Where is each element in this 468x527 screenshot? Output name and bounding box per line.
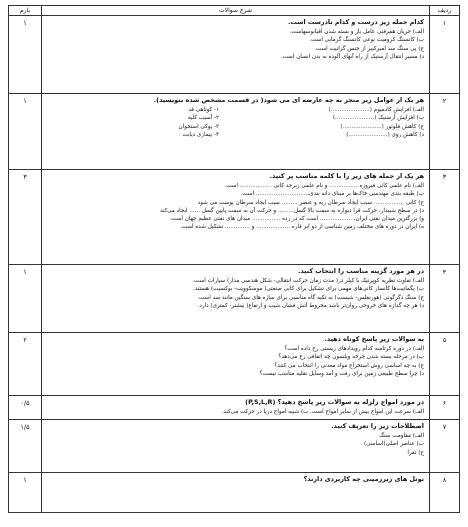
question-option: د) هر چه گدازه های خروجی روان‌تر باشد مخروط آتش فشان شیب و ارتفاع( بیشتر- کمتری) دارد. (197, 302, 424, 309)
question-title: در مورد امواج زلزله به سوالات زیر پاسخ دهید؟ (P,S,L,R) (245, 398, 424, 406)
question-score: ۱ (9, 265, 42, 333)
question-option: ب) طبقه بندی مهندسی خاک‌ها بر مبنای دانه بندی،............................. است. (240, 191, 424, 198)
question-number: ۴ (430, 265, 460, 333)
question-option: ج) تفرا (407, 449, 424, 456)
question-title: اصطلاحات زیر را تعریف کنید. (331, 422, 424, 430)
question-option: الف) تفاوت نظریه کوپرنیک با کپلر در( مدت زمان حرکت انتقالی- شکل هندسی مدار) سیارات است. (192, 278, 424, 284)
question-content (42, 170, 430, 265)
question-option: ب) عناصر اصلی(اساسی) (363, 441, 424, 448)
matching-right-item: ۲- آسیب کلیه (187, 115, 219, 122)
question-row (9, 396, 460, 420)
exam-table (8, 5, 460, 513)
question-title: به سوالات زیر پاسخ کوتاه دهید. (324, 335, 424, 343)
question-content (42, 396, 430, 420)
question-option: ه) ایران در دوره های مختلف زمین شناسی از دو ابر قاره ................... و .............. تشکیل شده است. (180, 224, 424, 231)
question-row (9, 420, 460, 473)
question-title: کدام جمله زیر درست و کدام نادرست است. (287, 18, 424, 26)
question-content (42, 420, 430, 473)
question-option: د) در سطح شیبدار، حرکت قرا دیواره به سمت بالا گسل ........ و حرکت آن به سمت پایین گسل ...... ایجاد می‌کند (159, 207, 424, 214)
question-score: ۰/۵ (9, 396, 42, 420)
matching-right-item: ۱- کوتاهی قد (188, 107, 219, 113)
question-number: ۸ (430, 473, 460, 513)
question-number: ۷ (430, 420, 460, 473)
question-title: هر یک از عوامل زیر منجر به چه عارضه ای می شود( در قسمت مشخص شده بنویسید). (153, 96, 424, 104)
header-row-number: ردیف (430, 6, 460, 16)
question-score: ۱ (9, 94, 42, 170)
question-option: ب) در مرحله بسته شدن چرخه ویلسون چه اتفاقی رخ می‌دهد؟ (278, 354, 424, 361)
question-number: ۵ (430, 333, 460, 396)
question-option: ج) به چه اساسی روش استخراج مواد معدنی را انتخاب می کنند؟ (274, 362, 424, 369)
matching-list (46, 106, 424, 139)
header-row (9, 6, 460, 16)
matching-pair (46, 131, 424, 139)
matching-left-item: ب) افزایش آرسنیک (......................) (332, 115, 424, 122)
question-row (9, 16, 460, 94)
matching-pair (46, 106, 424, 114)
question-option: د) مسیر انتقال آرسنیک از راه آبهای آلوده به بدن انسان است. (280, 53, 424, 60)
question-content (42, 94, 430, 170)
question-option: الف) جریان همرفتی عامل باز و بسته شدن اقیانوسهاست. (289, 29, 424, 35)
question-number: ۶ (430, 396, 460, 420)
matching-right-item: ۳- پوکی استخوان (178, 123, 219, 130)
question-option: د) چرا سطح طبیعی زمین برای رفت و آمد وسایل نقلیه مناسب نیست؟ (259, 370, 424, 377)
question-option: ب) کانسنگ کرومیت نوعی کانسنگ گرمابی است. (309, 37, 424, 44)
question-option: الف) نام علمی کانی فیروزه ................ و نام علمی زبرجد کانی .................. است. (224, 183, 424, 189)
header-score: بارم (9, 6, 42, 16)
question-score: ۱/۵ (9, 420, 42, 473)
question-content (42, 473, 430, 513)
matching-left-item: ج) کاهش فلوئور (......................) (340, 123, 424, 130)
question-score: ۳ (9, 170, 42, 265)
question-number: ۲ (430, 94, 460, 170)
question-number: ۳ (430, 170, 460, 265)
matching-right-item: ۴- بیماری دیابت (182, 131, 219, 138)
question-option: و) بزرگترین میدان نفتی ایران، .................. است که در رده ................ میدان های نفتی عظیم جهان است. (169, 216, 424, 223)
matching-pair (46, 114, 424, 122)
question-score: ۱ (9, 16, 42, 94)
header-description: شرح سوالات (42, 6, 430, 16)
question-score: ۲ (9, 333, 42, 396)
question-content (42, 265, 430, 333)
question-row (9, 265, 460, 333)
question-option: الف) سرعت این امواج بیش از سایر امواج است. ب) شبیه امواج دریا در حرکت می‌کند. (221, 409, 424, 415)
question-title: هر یک از جمله های زیر را با کلمه مناسب پر کنید. (269, 172, 424, 180)
question-option: ب) پگماتیت‌ها کانسار کانی‌های مهمی برای تشکیل برای کانی صنعتی( موسکوویت- بوکسیت) هستند. (193, 286, 424, 293)
matching-left-item: د) کاهش روی (......................) (346, 131, 424, 138)
question-title: تونل های زیرزمینی چه کاربردی دارند؟ (303, 475, 424, 483)
question-content (42, 16, 430, 94)
question-row (9, 473, 460, 513)
question-content (42, 333, 430, 396)
question-option: ج) کانی ................. سبب ایجاد سرطان ریه و عنصر ......... سبب ایجاد سرطان پوست می شود (197, 199, 424, 206)
question-row (9, 333, 460, 396)
matching-pair (46, 123, 424, 131)
question-row (9, 94, 460, 170)
question-row (9, 170, 460, 265)
question-title: در هر مورد گزینه مناسب را انتخاب کنید. (298, 267, 424, 275)
matching-left-item: الف) افزایش کادمیوم (......................) (328, 107, 424, 113)
question-score: ۱ (9, 473, 42, 513)
question-number: ۱ (430, 16, 460, 94)
question-option: الف) در دوره کرتاسه کدام رویدادهای زیستی رخ داده است؟ (284, 346, 424, 352)
question-option: ج) پی سنگ سد امیرکبیر از جنس گرانیت است. (314, 45, 424, 52)
question-option: الف) مقاومت سنگ (379, 433, 424, 439)
question-option: ج) سنگ دگرگونی (هورنفلس- شیست) به تکیه گاه مناسبی برای سازه های سنگین مانند سد است. (197, 294, 424, 301)
